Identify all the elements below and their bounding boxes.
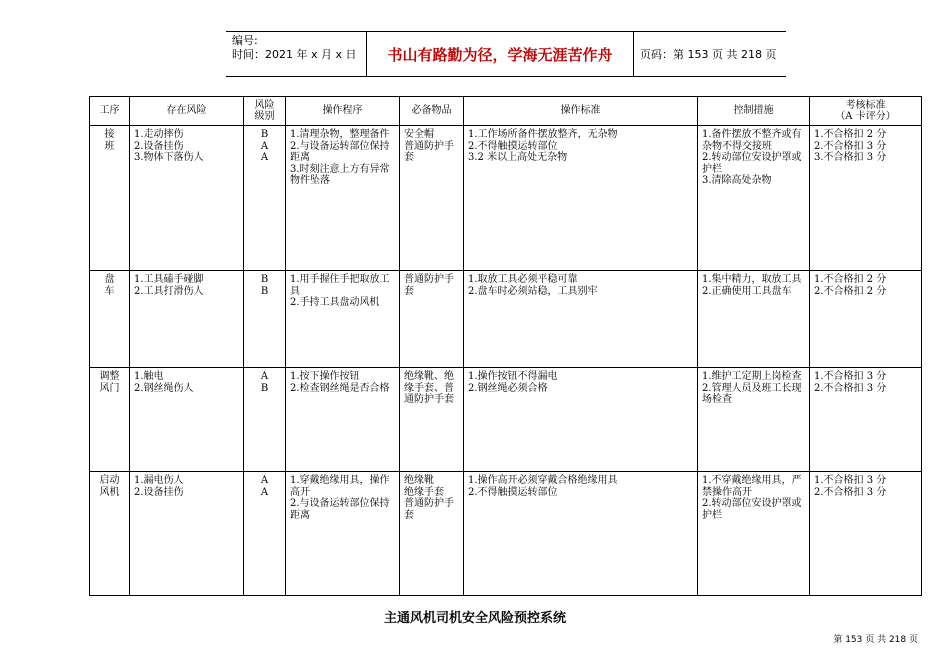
col-header-control: 控制措施 bbox=[698, 97, 810, 126]
cell-risk: 1.触电 2.钢丝绳伤人 bbox=[130, 368, 244, 472]
cell-procedure: 1.清理杂物，整理备件 2.与设备运转部位保持距离 3.时刻注意上方有异常物件坠落 bbox=[286, 126, 400, 271]
header-number-label: 编号: bbox=[232, 34, 258, 47]
page-number: 第 153 页 共 218 页 bbox=[833, 635, 918, 645]
cell-items: 安全帽 普通防护手套 bbox=[400, 126, 464, 271]
cell-standard: 1.操作按钮不得漏电 2.钢丝绳必须合格 bbox=[464, 368, 698, 472]
cell-process: 盘 车 bbox=[90, 271, 130, 368]
cell-assessment: 1.不合格扣 3 分 2.不合格扣 3 分 bbox=[810, 368, 922, 472]
cell-level: B B bbox=[244, 271, 286, 368]
col-header-process: 工序 bbox=[90, 97, 130, 126]
table-row bbox=[90, 368, 922, 472]
col-header-items: 必备物品 bbox=[400, 97, 464, 126]
cell-standard: 1.操作高开必须穿戴合格绝缘用具 2.不得触摸运转部位 bbox=[464, 472, 698, 596]
cell-process: 调整 风门 bbox=[90, 368, 130, 472]
table-row bbox=[90, 271, 922, 368]
header-motto: 书山有路勤为径，学海无涯苦作舟 bbox=[366, 32, 634, 76]
col-header-procedure: 操作程序 bbox=[286, 97, 400, 126]
col-header-assessment: 考核标准 （A 卡评分） bbox=[810, 97, 922, 126]
cell-items: 绝缘靴 绝缘手套 普通防护手套 bbox=[400, 472, 464, 596]
cell-procedure: 1.按下操作按钮 2.检查钢丝绳是否合格 bbox=[286, 368, 400, 472]
cell-assessment: 1.不合格扣 3 分 2.不合格扣 3 分 bbox=[810, 472, 922, 596]
cell-risk: 1.漏电伤人 2.设备挂伤 bbox=[130, 472, 244, 596]
cell-control: 1.备件摆放不整齐或有杂物不得交接班 2.转动部位安设护罩或护栏 3.清除高处杂物 bbox=[698, 126, 810, 271]
cell-procedure: 1.穿戴绝缘用具，操作高开 2.与设备运转部位保持距离 bbox=[286, 472, 400, 596]
document-title: 主通风机司机安全风险预控系统 bbox=[383, 611, 566, 626]
cell-level: B A A bbox=[244, 126, 286, 271]
risk-control-table bbox=[89, 96, 922, 596]
table-row bbox=[90, 472, 922, 596]
col-header-risk: 存在风险 bbox=[130, 97, 244, 126]
cell-assessment: 1.不合格扣 2 分 2.不合格扣 3 分 3.不合格扣 3 分 bbox=[810, 126, 922, 271]
cell-procedure: 1.用手握住手把取放工具 2.手持工具盘动风机 bbox=[286, 271, 400, 368]
cell-control: 1.不穿戴绝缘用具，严禁操作高开 2.转动部位安设护罩或护栏 bbox=[698, 472, 810, 596]
cell-process: 接 班 bbox=[90, 126, 130, 271]
cell-level: A A bbox=[244, 472, 286, 596]
table-row bbox=[90, 126, 922, 271]
col-header-standard: 操作标准 bbox=[464, 97, 698, 126]
cell-standard: 1.取放工具必须平稳可靠 2.盘车时必须站稳，工具别牢 bbox=[464, 271, 698, 368]
header-page-label: 页码：第 153 页 共 218 页 bbox=[640, 48, 777, 61]
header-meta bbox=[232, 34, 357, 62]
cell-items: 绝缘靴、绝缘手套、普通防护手套 bbox=[400, 368, 464, 472]
table-header-row bbox=[90, 97, 922, 126]
cell-control: 1.维护工定期上岗检查 2.管理人员及班工长现场检查 bbox=[698, 368, 810, 472]
page-header bbox=[226, 31, 786, 77]
cell-standard: 1.工作场所备件摆放整齐，无杂物 2.不得触摸运转部位 3.2 米以上高处无杂物 bbox=[464, 126, 698, 271]
header-time-label: 时间：2021 年 x 月 x 日 bbox=[232, 48, 357, 61]
cell-items: 普通防护手套 bbox=[400, 271, 464, 368]
cell-control: 1.集中精力，取放工具 2.正确使用工具盘车 bbox=[698, 271, 810, 368]
cell-level: A B bbox=[244, 368, 286, 472]
col-header-level: 风险 级别 bbox=[244, 97, 286, 126]
cell-risk: 1.走动摔伤 2.设备挂伤 3.物体下落伤人 bbox=[130, 126, 244, 271]
cell-process: 启动 风机 bbox=[90, 472, 130, 596]
cell-assessment: 1.不合格扣 2 分 2.不合格扣 2 分 bbox=[810, 271, 922, 368]
cell-risk: 1.工具磕手碰脚 2.工具打滑伤人 bbox=[130, 271, 244, 368]
